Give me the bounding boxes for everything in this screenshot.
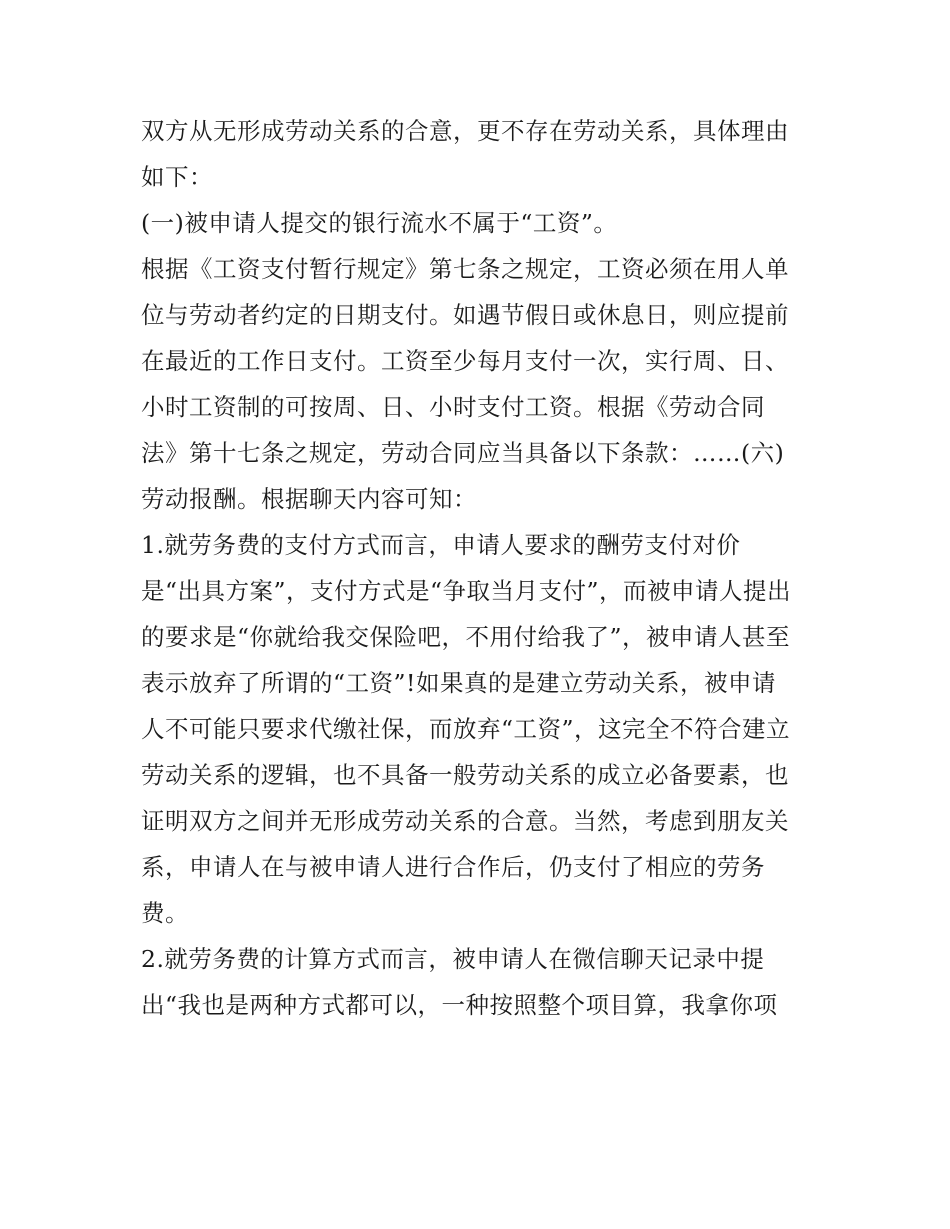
text-line: 费。: [141, 899, 189, 927]
text-line: 根据《工资支付暂行规定》第七条之规定，工资必须在用人单: [141, 255, 789, 283]
text-line: 小时工资制的可按周、日、小时支付工资。根据《劳动合同: [141, 393, 765, 421]
text-line: 人不可能只要求代缴社保，而放弃“工资”，这完全不符合建立: [141, 715, 791, 743]
text-line: 证明双方之间并无形成劳动关系的合意。当然，考虑到朋友关: [141, 807, 789, 835]
text-line: 是“出具方案”，支付方式是“争取当月支付”，而被申请人提出: [141, 577, 792, 605]
text-line: 位与劳动者约定的日期支付。如遇节假日或休息日，则应提前: [141, 301, 789, 329]
text-line: 如下：: [141, 163, 213, 191]
text-line: 法》第十七条之规定，劳动合同应当具备以下条款：……(六): [141, 439, 785, 467]
text-line: 双方从无形成劳动关系的合意，更不存在劳动关系，具体理由: [141, 117, 789, 145]
text-line: 系，申请人在与被申请人进行合作后，仍支付了相应的劳务: [141, 853, 765, 881]
text-line: 劳动报酬。根据聊天内容可知：: [141, 485, 477, 513]
body-text: [141, 108, 821, 1028]
text-line: 劳动关系的逻辑，也不具备一般劳动关系的成立必备要素，也: [141, 761, 789, 789]
list-item-2: 2.就劳务费的计算方式而言，被申请人在微信聊天记录中提: [141, 945, 765, 973]
section-heading: (一)被申请人提交的银行流水不属于“工资”。: [141, 209, 618, 237]
list-item-1: 1.就劳务费的支付方式而言，申请人要求的酬劳支付对价: [141, 531, 741, 559]
text-line: 在最近的工作日支付。工资至少每月支付一次，实行周、日、: [141, 347, 789, 375]
text-line: 的要求是“你就给我交保险吧，不用付给我了”，被申请人甚至: [141, 623, 791, 651]
text-line: 表示放弃了所谓的“工资”!如果真的是建立劳动关系，被申请: [141, 669, 776, 697]
text-line: 出“我也是两种方式都可以，一种按照整个项目算，我拿你项: [141, 991, 778, 1019]
